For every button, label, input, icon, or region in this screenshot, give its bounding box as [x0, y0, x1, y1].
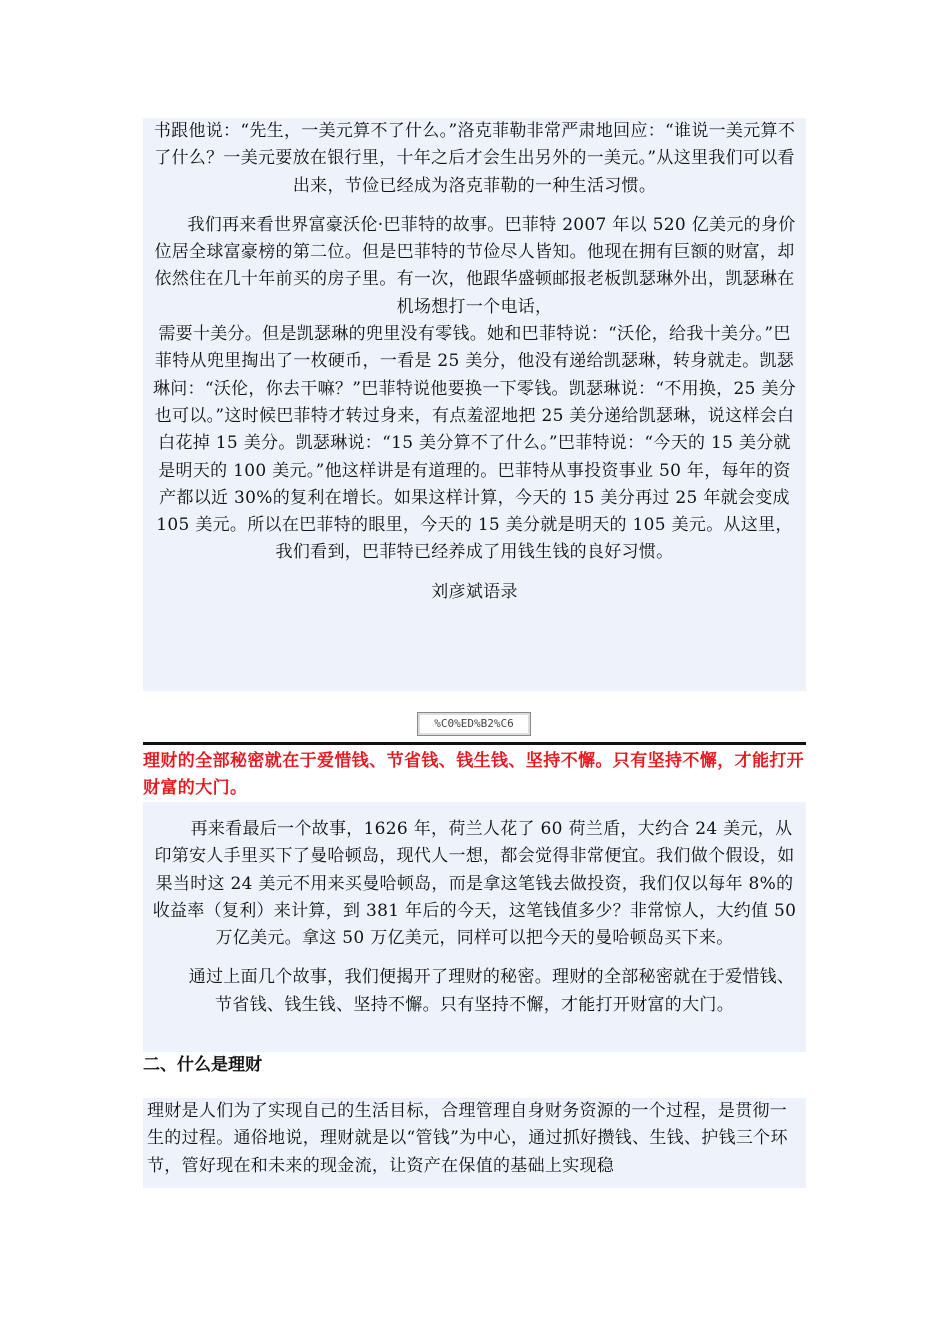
- source-signature: 刘彦斌语录: [431, 581, 518, 602]
- buffett-paragraph-intro: 我们再来看世界富豪沃伦·巴菲特的故事。巴菲特 2007 年以 520 亿美元的身价位居全球富豪榜的第二位。但是巴菲特的节俭尽人皆知。他现在拥有巨额的财富，却依然住在几十年前买的房子里。有一次，他跟华盛顿邮报老板凯瑟琳外出，凯瑟琳在机场想打一个电话，: [154, 214, 796, 317]
- buffett-paragraph-story: 需要十美分。但是凯瑟琳的兜里没有零钱。她和巴菲特说：“沃伦，给我十美分。”巴菲特从兜里掏出了一枚硬币，一看是 25 美分，他没有递给凯瑟琳，转身就走。凯瑟琳问：“沃伦，你去干嘛？”巴菲特说他要换一下零钱。凯瑟琳说：“不用换，25 美分也可以。”这时候巴菲特才转过身来，有点羞涩地把 25 美分递给凯瑟琳，说这样会白白花掉 15 美分。凯瑟琳说：“15 美分算不了什么。”巴菲特说：“今天的 15 美分就是明天的 100 美元。”他这样讲是有道理的。巴菲特从事投资事业 50 年，每年的资产都以近 30%的复利在增长。如果这样计算，今天的 15 美分再过 25 年就会变成 105 美元。所以在巴菲特的眼里，今天的 15 美分就是明天的 105 美元。从这里，我们看到，巴菲特已经养成了用钱生钱的良好习惯。: [152, 324, 797, 563]
- story-block-manhattan: [143, 802, 806, 1052]
- rockefeller-paragraph: 书跟他说：“先生，一美元算不了什么。”洛克菲勒非常严肃地回应：“谁说一美元算不了什么？一美元要放在银行里，十年之后才会生出另外的一美元。”从这里我们可以看出来，节俭已经成为洛克菲勒的一种生活习惯。: [153, 121, 796, 196]
- section-heading: 二、什么是理财: [143, 1055, 262, 1075]
- divider-rule: [143, 742, 806, 745]
- manhattan-paragraph: 再来看最后一个故事，1626 年，荷兰人花了 60 荷兰盾，大约合 24 美元，从印第安人手里买下了曼哈顿岛，现代人一想，都会觉得非常便宜。我们做个假设，如果当时这 24 美元不用来买曼哈顿岛，而是拿这笔钱去做投资，我们仅以每年 8%的收益率（复利）来计算，到 381 年后的今天，这笔钱值多少？非常惊人，大约值 50 万亿美元。拿这 50 万亿美元，同样可以把今天的曼哈顿岛买下来。: [152, 819, 797, 949]
- highlight-quote: 理财的全部秘密就在于爱惜钱、节省钱、钱生钱、坚持不懈。只有坚持不懈，才能打开财富的大门。: [143, 751, 805, 798]
- story-block-buffett: [143, 118, 806, 691]
- definition-paragraph: 理财是人们为了实现自己的生活目标，合理管理自身财务资源的一个过程，是贯彻一生的过程。通俗地说，理财就是以“管钱”为中心，通过抓好攒钱、生钱、护钱三个环节，管好现在和未来的现金流，让资产在保值的基础上实现稳: [147, 1101, 788, 1176]
- broken-image-placeholder: %C0%ED%B2%C6: [417, 712, 531, 736]
- conclusion-paragraph: 通过上面几个故事，我们便揭开了理财的秘密。理财的全部秘密就在于爱惜钱、节省钱、钱生钱、坚持不懈。只有坚持不懈，才能打开财富的大门。: [188, 967, 795, 1015]
- definition-block: [143, 1098, 806, 1188]
